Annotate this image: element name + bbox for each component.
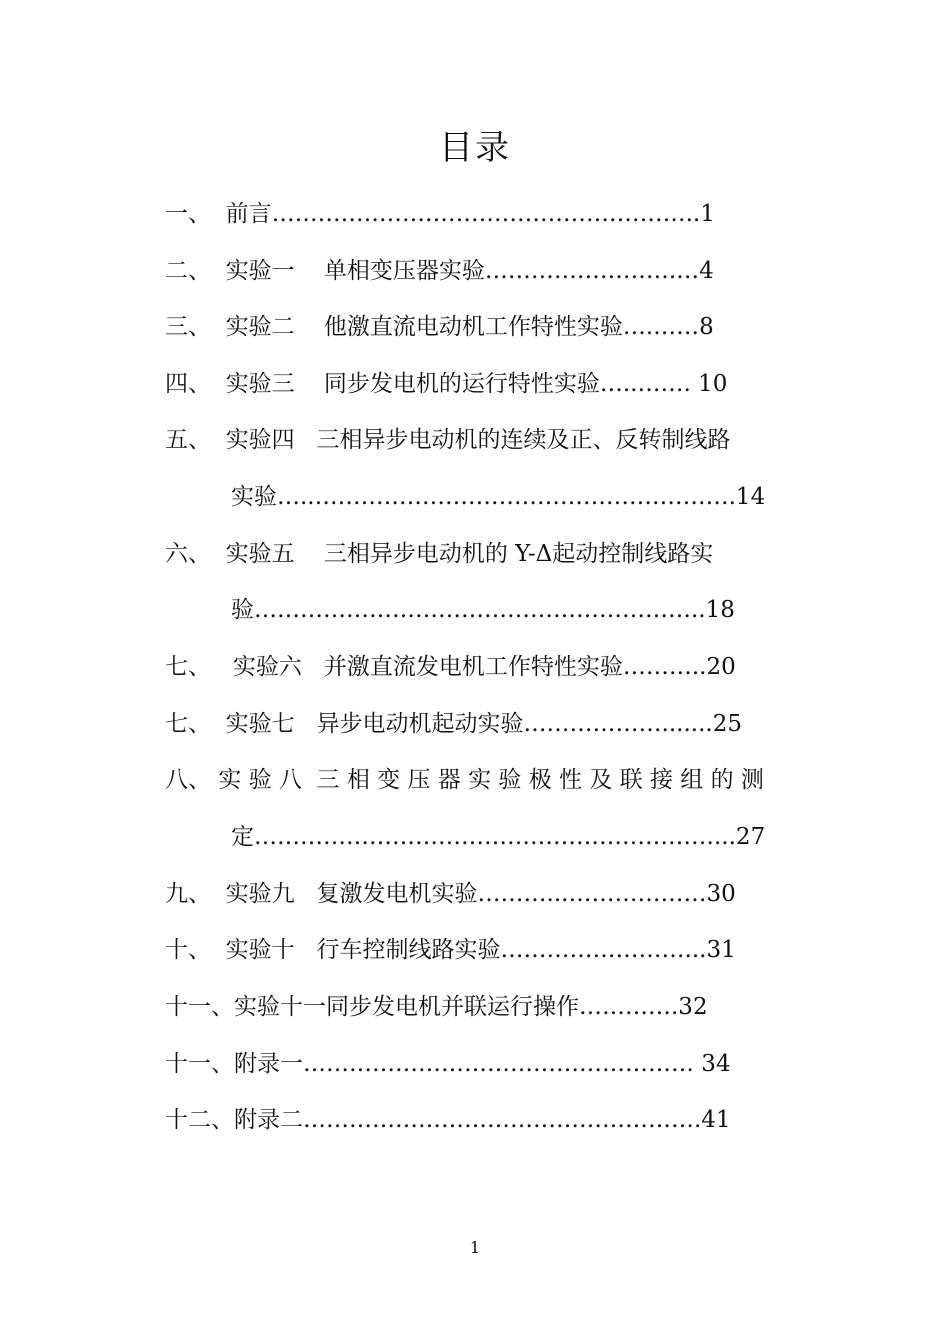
toc-entry-continuation: 实验…..……………………………………………….14 bbox=[231, 484, 766, 510]
toc-entry: 六、 实验五 三相异步电动机的 Y-Δ起动控制线路实 bbox=[165, 541, 714, 567]
page-number: 1 bbox=[469, 1238, 481, 1257]
toc-entry-continuation: 验…………………………………………………..18 bbox=[231, 597, 735, 623]
toc-entry: 十一、实验十一同步发电机并联运行操作………….32 bbox=[165, 994, 708, 1020]
toc-entry: 二、 实验一 单相变压器实验…………………….…4 bbox=[165, 258, 714, 284]
toc-entry: 十一、附录一…………………………………………… 34 bbox=[165, 1051, 731, 1077]
toc-entry: 十、 实验十 行车控制线路实验……………………...31 bbox=[165, 937, 736, 963]
toc-entry: 三、 实验二 他激直流电动机工作特性实验….……8 bbox=[165, 314, 714, 340]
toc-entry-continuation: 定……………………………………………………...27 bbox=[231, 824, 766, 850]
toc-entry: 五、 实验四 三相异步电动机的连续及正、反转制线路 bbox=[165, 427, 731, 453]
page-title: 目录 bbox=[439, 128, 511, 168]
toc-entry: 七、 实验七 异步电动机起动实验……………….......25 bbox=[165, 711, 742, 737]
toc-entry: 七、 实验六 并激直流发电机工作特性实验………..20 bbox=[165, 654, 736, 680]
toc-entry: 一、 前言………………………………………………..1 bbox=[165, 201, 715, 227]
toc-entry: 十二、附录二…………………………………………….41 bbox=[165, 1107, 731, 1133]
toc-entry: 九、 实验九 复激发电机实验………...………………30 bbox=[165, 881, 736, 907]
toc-entry: 八、 实 验 八 三 相 变 压 器 实 验 极 性 及 联 接 组 的 测 bbox=[165, 767, 764, 793]
toc-entry: 四、 实验三 同步发电机的运行特性实验…..……. 10 bbox=[165, 371, 728, 397]
